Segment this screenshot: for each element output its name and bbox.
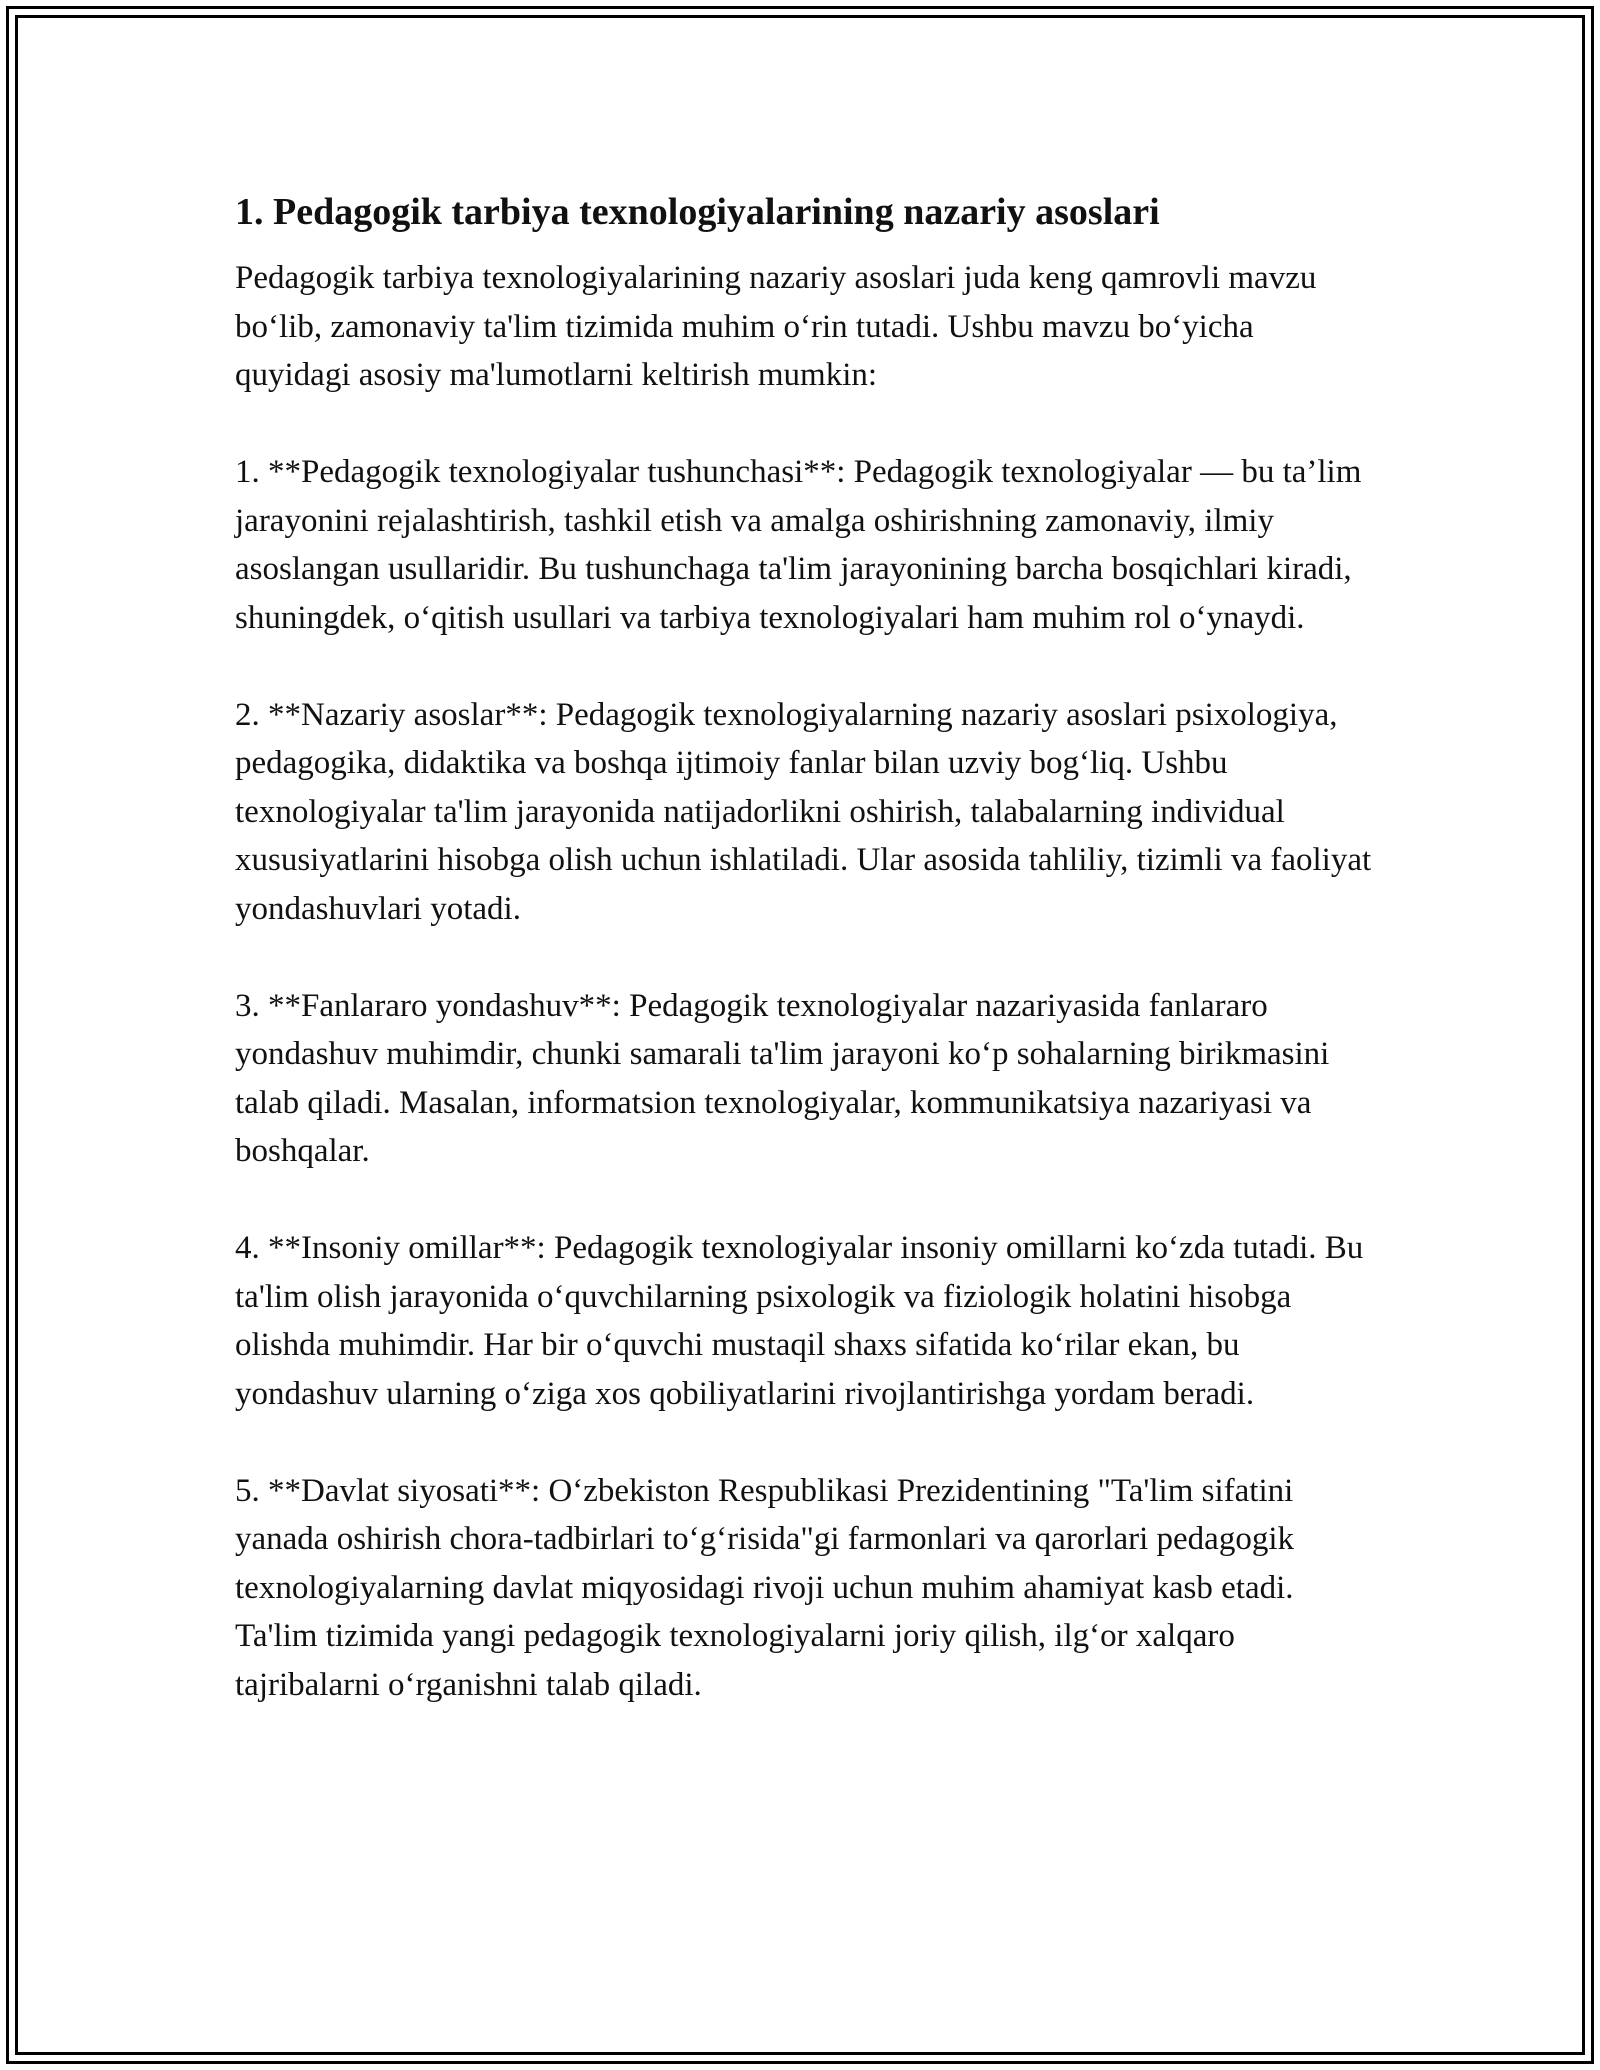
document-content bbox=[235, 186, 1375, 1709]
list-item-pedagogik-texnologiyalar: 1. **Pedagogik texnologiyalar tushunchasi**: Pedagogik texnologiyalar — bu ta’lim jarayonini rejalashtirish, tashkil etish va amalga oshirishning zamonaviy, ilmiy asoslangan usullaridir. Bu tushunchaga ta'lim jarayonining barcha bosqichlari kiradi, shuningdek, o‘qitish usullari va tarbiya texnologiyalari ham muhim rol o‘ynaydi. bbox=[235, 454, 1362, 636]
list-item-fanlararo-yondashuv: 3. **Fanlararo yondashuv**: Pedagogik texnologiyalar nazariyasida fanlararo yondashuv muhimdir, chunki samarali ta'lim jarayoni ko‘p sohalarning birikmasini talab qiladi. Masalan, informatsion texnologiyalar, kommunikatsiya nazariyasi va boshqalar. bbox=[235, 987, 1330, 1169]
list-item-insoniy-omillar: 4. **Insoniy omillar**: Pedagogik texnologiyalar insoniy omillarni ko‘zda tutadi. Bu ta'lim olish jarayonida o‘quvchilarning psixologik va fiziologik holatini hisobga olishda muhimdir. Har bir o‘quvchi mustaqil shaxs sifatida ko‘rilar ekan, bu yondashuv ularning o‘ziga xos qobiliyatlarini rivojlantirishga yordam beradi. bbox=[235, 1230, 1364, 1412]
list-item-davlat-siyosati: 5. **Davlat siyosati**: O‘zbekiston Respublikasi Prezidentining "Ta'lim sifatini yanada oshirish chora-tadbirlari to‘g‘risida"gi farmonlari va qarorlari pedagogik texnologiyalarning davlat miqyosidagi rivoji uchun muhim ahamiyat kasb etadi. Ta'lim tizimida yangi pedagogik texnologiyalarni joriy qilish, ilg‘or xalqaro tajribalarni o‘rganishni talab qiladi. bbox=[235, 1472, 1294, 1703]
list-item-nazariy-asoslar: 2. **Nazariy asoslar**: Pedagogik texnologiyalarning nazariy asoslari psixologiya, pedagogika, didaktika va boshqa ijtimoiy fanlar bilan uzviy bog‘liq. Ushbu texnologiyalar ta'lim jarayonida natijadorlikni oshirish, talabalarning individual xususiyatlarini hisobga olish uchun ishlatiladi. Ular asosida tahliliy, tizimli va faoliyat yondashuvlari yotadi. bbox=[235, 696, 1372, 927]
intro-paragraph: Pedagogik tarbiya texnologiyalarining nazariy asoslari juda keng qamrovli mavzu bo‘lib, zamonaviy ta'lim tizimida muhim o‘rin tutadi. Ushbu mavzu bo‘yicha quyidagi asosiy ma'lumotlarni keltirish mumkin: bbox=[235, 260, 1317, 393]
section-heading: 1. Pedagogik tarbiya texnologiyalarining nazariy asoslari bbox=[235, 191, 1160, 233]
